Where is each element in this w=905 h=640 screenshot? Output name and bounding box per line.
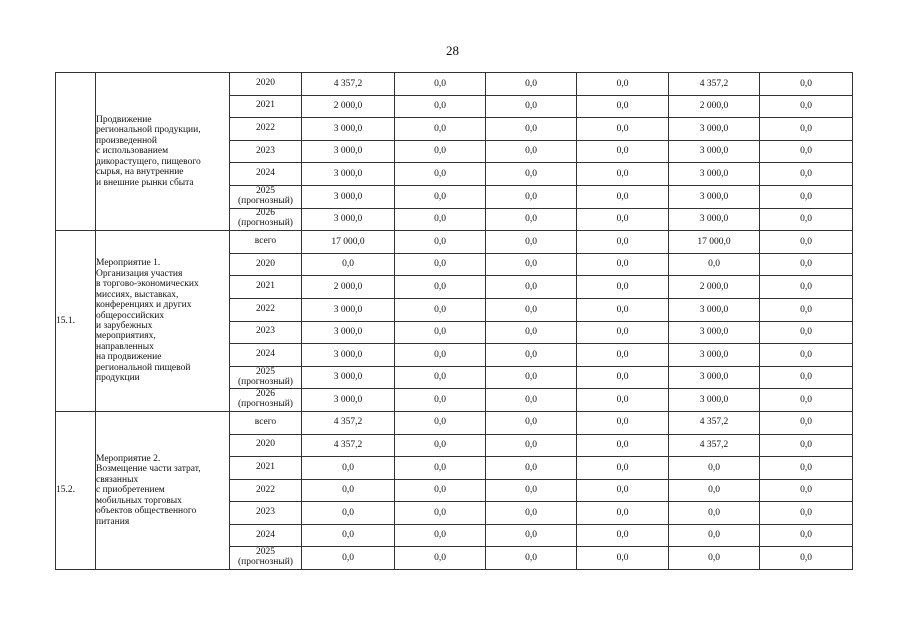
value-cell: 0,0 [395,389,486,412]
year-label: 2020 [256,258,275,269]
value-cell: 0,0 [302,524,395,547]
value-cell: 0,0 [577,344,669,367]
value-cell: 0,0 [486,185,577,208]
year-label: 2023 [256,507,275,518]
value-cell: 2 000,0 [302,95,395,118]
item-number-cell [56,73,96,231]
value-cell: 3 000,0 [669,344,760,367]
year-cell [230,185,302,208]
value-cell: 0,0 [577,389,669,412]
page-number: 28 [446,43,459,58]
value-cell: 0,0 [395,140,486,163]
year-cell [230,389,302,412]
year-cell [230,502,302,525]
value-cell: 0,0 [486,479,577,502]
year-cell [230,298,302,321]
year-label: 2022 [256,123,275,133]
value-cell: 0,0 [395,253,486,276]
value-cell: 0,0 [669,457,760,480]
year-label: 2021 [256,100,275,111]
value-cell: 0,0 [395,366,486,389]
year-label: всего [254,235,277,246]
value-cell: 0,0 [302,502,395,525]
year-label: 2021 [256,461,275,472]
value-cell: 0,0 [669,479,760,502]
value-cell: 4 357,2 [669,434,760,457]
value-cell: 0,0 [760,298,853,321]
value-cell: 0,0 [395,208,486,231]
value-cell: 0,0 [760,524,853,547]
year-label: 2021 [256,281,275,292]
value-cell: 0,0 [577,434,669,457]
year-cell [230,73,302,96]
value-cell: 0,0 [486,95,577,118]
year-cell [230,321,302,344]
value-cell: 0,0 [760,163,853,186]
value-cell: 3 000,0 [669,140,760,163]
value-cell: 3 000,0 [302,163,395,186]
value-cell: 3 000,0 [669,185,760,208]
value-cell: 3 000,0 [669,389,760,412]
year-label: 2025 [256,185,275,196]
year-cell [230,95,302,118]
value-cell: 0,0 [486,434,577,457]
table-body [56,73,853,570]
value-cell: 4 357,2 [302,411,395,434]
year-label: 2025 [256,366,275,377]
value-cell: 0,0 [577,231,669,254]
year-label: 2026 [256,389,275,400]
value-cell: 3 000,0 [302,344,395,367]
value-cell: 0,0 [760,321,853,344]
year-cell [230,253,302,276]
value-cell: 0,0 [486,118,577,141]
value-cell: 0,0 [577,479,669,502]
year-cell [230,208,302,231]
value-cell: 0,0 [395,479,486,502]
value-cell: 0,0 [395,502,486,525]
year-label: 2020 [256,77,275,88]
value-cell: 0,0 [577,118,669,141]
value-cell: 2 000,0 [669,95,760,118]
value-cell: 0,0 [395,298,486,321]
value-cell: 0,0 [669,253,760,276]
value-cell: 0,0 [395,344,486,367]
value-cell: 0,0 [395,457,486,480]
value-cell: 0,0 [486,73,577,96]
forecast-label: (прогнозный) [238,376,293,387]
value-cell: 0,0 [669,524,760,547]
value-cell: 0,0 [577,163,669,186]
value-cell: 0,0 [577,411,669,434]
year-label: 2026 [256,208,275,219]
value-cell: 0,0 [760,411,853,434]
value-cell: 0,0 [486,231,577,254]
value-cell: 4 357,2 [302,73,395,96]
value-cell: 0,0 [486,163,577,186]
value-cell: 0,0 [486,298,577,321]
year-label: всего [254,416,277,427]
value-cell: 0,0 [577,140,669,163]
value-cell: 0,0 [577,185,669,208]
year-cell [230,163,302,186]
value-cell: 0,0 [577,524,669,547]
value-cell: 3 000,0 [302,185,395,208]
value-cell: 0,0 [395,185,486,208]
value-cell: 0,0 [486,389,577,412]
value-cell: 3 000,0 [669,163,760,186]
value-cell: 0,0 [486,524,577,547]
value-cell: 0,0 [760,479,853,502]
value-cell: 17 000,0 [302,231,395,254]
year-cell [230,479,302,502]
value-cell: 0,0 [486,411,577,434]
forecast-label: (прогнозный) [238,218,293,229]
value-cell: 3 000,0 [669,321,760,344]
forecast-label: (прогнозный) [238,195,293,206]
value-cell: 0,0 [760,502,853,525]
value-cell: 0,0 [760,547,853,570]
value-cell: 0,0 [577,502,669,525]
value-cell: 0,0 [395,95,486,118]
value-cell: 0,0 [302,253,395,276]
value-cell: 2 000,0 [302,276,395,299]
value-cell: 0,0 [486,547,577,570]
value-cell: 0,0 [486,276,577,299]
value-cell: 0,0 [760,208,853,231]
year-cell [230,118,302,141]
year-cell [230,457,302,480]
value-cell: 0,0 [760,231,853,254]
year-label: 2024 [256,529,275,540]
value-cell: 17 000,0 [669,231,760,254]
item-name-cell: Продвижение региональной продукции, произведенной с использованием дикорастущего, пищевого сырья, на внутренние и внешние рынки сбыта [96,73,230,231]
year-label: 2023 [256,326,275,337]
value-cell: 3 000,0 [302,298,395,321]
value-cell: 3 000,0 [302,389,395,412]
year-label: 2023 [256,145,275,156]
value-cell: 0,0 [302,547,395,570]
value-cell: 0,0 [577,73,669,96]
value-cell: 0,0 [577,208,669,231]
year-cell [230,344,302,367]
value-cell: 3 000,0 [302,321,395,344]
value-cell: 0,0 [669,547,760,570]
value-cell: 0,0 [395,547,486,570]
year-label: 2024 [256,168,275,179]
value-cell: 0,0 [486,344,577,367]
year-label: 2024 [256,348,275,359]
value-cell: 0,0 [577,276,669,299]
value-cell: 0,0 [395,231,486,254]
value-cell: 0,0 [669,502,760,525]
value-cell: 3 000,0 [669,118,760,141]
year-label: 2022 [256,303,275,314]
value-cell: 3 000,0 [302,208,395,231]
value-cell: 0,0 [760,366,853,389]
year-cell [230,366,302,389]
value-cell: 0,0 [760,344,853,367]
value-cell: 0,0 [760,118,853,141]
year-label: 2022 [256,484,275,495]
table-row [56,411,853,434]
value-cell: 0,0 [395,321,486,344]
value-cell: 0,0 [302,479,395,502]
year-label: 2020 [256,439,275,450]
value-cell: 0,0 [760,253,853,276]
year-label: 2025 [256,547,275,558]
value-cell: 0,0 [302,457,395,480]
value-cell: 4 357,2 [669,411,760,434]
item-name-cell: Мероприятие 1. Организация участия в торгово-экономических миссиях, выставках, конференциях и других общероссийских и зарубежных мероприятиях, направленных на продвижение региональной пищевой продукции [96,231,230,412]
value-cell: 4 357,2 [669,73,760,96]
year-cell [230,231,302,254]
value-cell: 0,0 [760,140,853,163]
value-cell: 3 000,0 [302,118,395,141]
value-cell: 3 000,0 [669,208,760,231]
value-cell: 0,0 [760,276,853,299]
value-cell: 0,0 [577,321,669,344]
year-cell [230,276,302,299]
value-cell: 0,0 [395,434,486,457]
value-cell: 0,0 [395,276,486,299]
year-cell [230,434,302,457]
value-cell: 0,0 [760,434,853,457]
value-cell: 0,0 [395,118,486,141]
value-cell: 3 000,0 [302,366,395,389]
value-cell: 0,0 [486,502,577,525]
value-cell: 0,0 [760,389,853,412]
value-cell: 0,0 [760,95,853,118]
value-cell: 0,0 [395,411,486,434]
value-cell: 0,0 [395,163,486,186]
table-row [56,231,853,254]
year-cell [230,547,302,570]
value-cell: 0,0 [395,524,486,547]
value-cell: 0,0 [760,73,853,96]
value-cell: 0,0 [577,366,669,389]
value-cell: 4 357,2 [302,434,395,457]
forecast-label: (прогнозный) [238,557,293,568]
item-name-cell: Мероприятие 2. Возмещение части затрат, связанных с приобретением мобильных торговых объектов общественного питания [96,411,230,569]
forecast-label: (прогнозный) [238,399,293,410]
value-cell: 0,0 [486,253,577,276]
value-cell: 0,0 [577,95,669,118]
value-cell: 0,0 [486,321,577,344]
item-number-cell: 15.1. [56,231,96,412]
year-cell [230,524,302,547]
value-cell: 3 000,0 [669,298,760,321]
value-cell: 0,0 [760,457,853,480]
item-number-cell: 15.2. [56,411,96,569]
value-cell: 0,0 [486,366,577,389]
value-cell: 3 000,0 [302,140,395,163]
value-cell: 0,0 [577,547,669,570]
value-cell: 0,0 [486,140,577,163]
value-cell: 2 000,0 [669,276,760,299]
value-cell: 3 000,0 [669,366,760,389]
year-cell [230,140,302,163]
value-cell: 0,0 [486,457,577,480]
value-cell: 0,0 [577,457,669,480]
value-cell: 0,0 [486,208,577,231]
value-cell: 0,0 [577,253,669,276]
value-cell: 0,0 [395,73,486,96]
value-cell: 0,0 [577,298,669,321]
table-row [56,73,853,96]
value-cell: 0,0 [760,185,853,208]
year-cell [230,411,302,434]
budget-table [55,72,853,570]
